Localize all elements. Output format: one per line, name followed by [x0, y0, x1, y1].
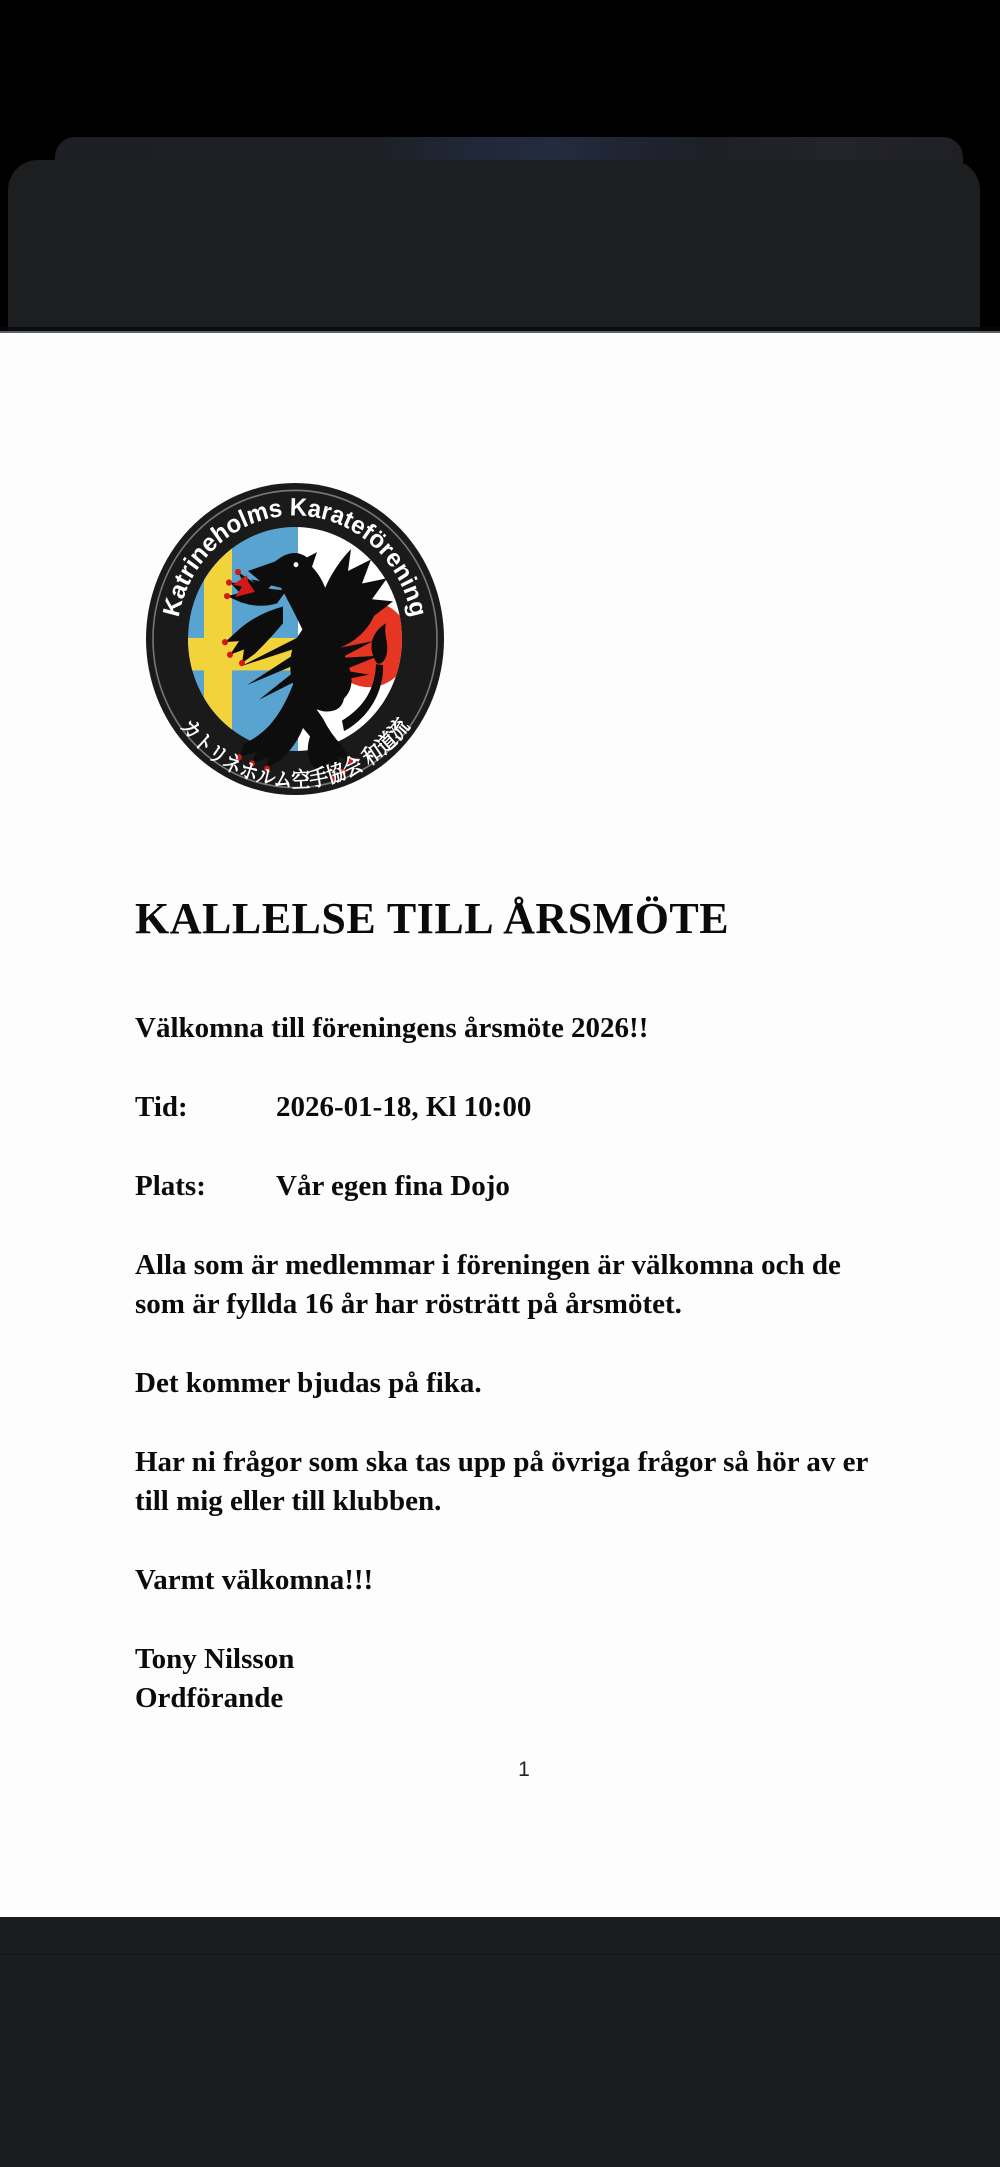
page-number: 1 [518, 1758, 530, 1781]
stacked-sheet-front[interactable] [8, 160, 980, 331]
signature-role: Ordförande [135, 1682, 284, 1714]
time-value: 2026-01-18, Kl 10:00 [276, 1091, 532, 1123]
welcome-line: Välkomna till föreningens årsmöte 2026!! [135, 1012, 649, 1044]
logo-arc-text-top: Katrineholms Karateförening [158, 493, 432, 620]
place-row [135, 1167, 895, 1206]
document-title: KALLELSE TILL ÅRSMÖTE [135, 894, 730, 943]
signature-block [135, 1640, 895, 1718]
questions-paragraph [135, 1443, 895, 1521]
club-logo [145, 482, 445, 796]
place-value: Vår egen fina Dojo [276, 1170, 510, 1202]
members-line-2: som är fyllda 16 år har rösträtt på årsmötet. [135, 1288, 682, 1320]
time-row [135, 1088, 895, 1127]
bottom-seam-line [0, 1953, 1000, 1955]
closing-line: Varmt välkomna!!! [135, 1564, 374, 1596]
griffin-eye [294, 562, 299, 567]
time-label: Tid: [135, 1091, 188, 1123]
questions-line-1: Har ni frågor som ska tas upp på övriga frågor så hör av er [135, 1446, 869, 1478]
bottom-background [0, 1917, 1000, 2167]
questions-line-2: till mig eller till klubben. [135, 1485, 442, 1517]
fika-line: Det kommer bjudas på fika. [135, 1367, 482, 1399]
members-line-1: Alla som är medlemmar i föreningen är välkomna och de [135, 1249, 841, 1281]
document-content [135, 482, 895, 1718]
logo-arc-text-bottom: カトリネホルム空手協会 和道流 [175, 712, 416, 794]
place-label: Plats: [135, 1170, 206, 1202]
document-page[interactable] [0, 331, 1000, 1917]
signature-name: Tony Nilsson [135, 1643, 295, 1675]
members-paragraph [135, 1246, 895, 1324]
